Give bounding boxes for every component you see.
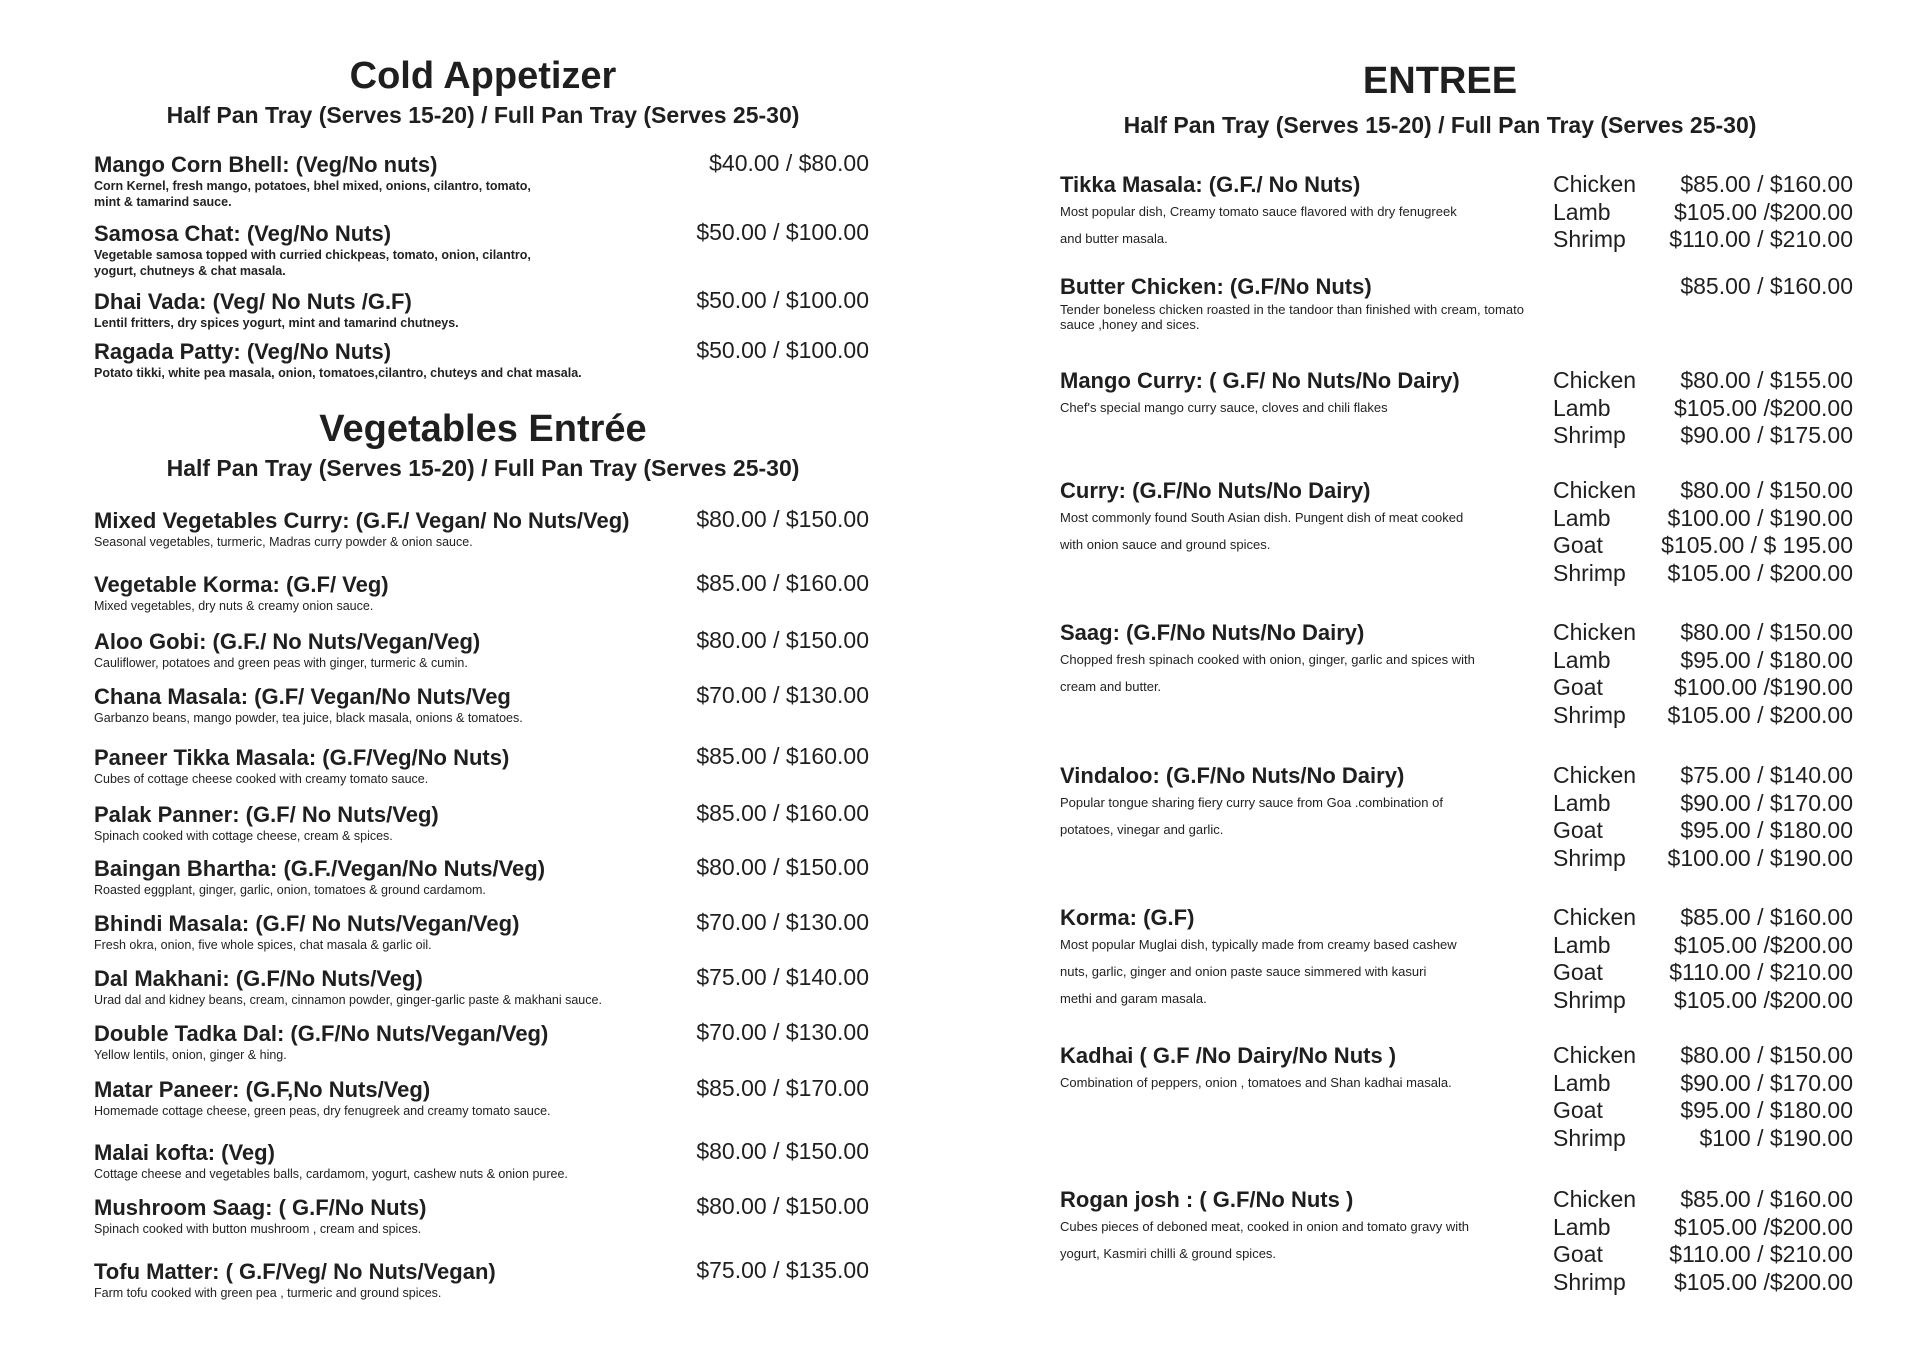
entree-price-label: Goat [1553,1241,1603,1267]
cold-appetizer-item-desc: Corn Kernel, fresh mango, potatoes, bhel mixed, onions, cilantro, tomato, mint & tamarind sauce. [94,179,531,209]
entree-price-value: $80.00 / $150.00 [1680,1042,1853,1068]
vegetables-entree-item-desc: Fresh okra, onion, five whole spices, chat masala & garlic oil. [94,938,432,952]
entree-price-value: $80.00 / $155.00 [1680,367,1853,393]
entree-price-value: $100.00 / $190.00 [1667,504,1853,531]
vegetables-entree-item-name: Vegetable Korma: (G.F/ Veg) [94,572,389,597]
entree-item [1060,1043,1620,1096]
cold-appetizer-item-name: Mango Corn Bhell: (Veg/No nuts) [94,152,438,177]
entree-price-label: Chicken [1553,477,1637,503]
vegetables-entree-item-desc: Spinach cooked with button mushroom , cream and spices. [94,1222,422,1236]
entree-item-name: Butter Chicken: (G.F/No Nuts) [1060,274,1372,299]
entree-price-row [1553,932,1853,959]
entree-price-row [1553,674,1853,701]
entree-price-value: $105.00 / $200.00 [1667,559,1853,586]
entree-item-name: Korma: (G.F) [1060,905,1195,930]
vegetables-entree-item-price: $85.00 / $160.00 [696,743,869,769]
vegetables-entree-item-desc: Cottage cheese and vegetables balls, cardamom, yogurt, cashew nuts & onion puree. [94,1167,568,1181]
vegetables-entree-item-price: $85.00 / $170.00 [696,1075,869,1101]
entree-price-row [1553,790,1853,817]
entree-item-desc: Cubes pieces of deboned meat, cooked in onion and tomato gravy with yogurt, Kasmiri chilli & ground spices. [1060,1219,1470,1261]
entree-price-row [1553,422,1853,449]
entree-price-row [1553,959,1853,986]
vegetables-entree-item-desc: Roasted eggplant, ginger, garlic, onion, tomatoes & ground cardamom. [94,883,486,897]
entree-price-label: Chicken [1553,619,1637,645]
entree-price-value: $105.00 /$200.00 [1673,394,1853,421]
entree-price-row [1553,1186,1853,1213]
entree-price-row [1553,1070,1853,1097]
entree-price-label: Lamb [1553,931,1611,958]
entree-price-value: $80.00 / $150.00 [1680,477,1853,503]
vegetables-entree-title: Vegetables Entrée [319,408,647,450]
vegetables-entree-item-price: $80.00 / $150.00 [696,506,869,532]
vegetables-entree-item-desc: Farm tofu cooked with green pea , turmeric and ground spices. [94,1286,442,1300]
entree-price-row [1553,273,1853,300]
vegetables-entree-item-name: Paneer Tikka Masala: (G.F/Veg/No Nuts) [94,745,510,770]
entree-price-row [1553,1269,1853,1296]
entree-price-row [1553,1214,1853,1241]
vegetables-entree-item-desc: Urad dal and kidney beans, cream, cinnamon powder, ginger-garlic paste & makhani sauce. [94,993,602,1007]
entree-price-label: Chicken [1553,1042,1637,1068]
entree-price-label: Shrimp [1553,1124,1626,1151]
vegetables-entree-item-name: Chana Masala: (G.F/ Vegan/No Nuts/Veg [94,684,511,709]
entree-price-value: $110.00 / $210.00 [1669,959,1853,985]
entree-subtitle: Half Pan Tray (Serves 15-20) / Full Pan Tray (Serves 25-30) [1123,112,1757,138]
vegetables-entree-item-name: Mixed Vegetables Curry: (G.F./ Vegan/ No Nuts/Veg) [94,508,630,533]
entree-price-value: $85.00 / $160.00 [1680,171,1853,197]
entree-price-value: $95.00 / $180.00 [1680,817,1853,843]
entree-price-label: Lamb [1553,394,1611,421]
cold-appetizer-item-price: $40.00 / $80.00 [709,150,869,176]
entree-price-label: Chicken [1553,762,1637,788]
vegetables-entree-item-desc: Homemade cottage cheese, green peas, dry fenugreek and creamy tomato sauce. [94,1104,551,1118]
cold-appetizer-item-name: Ragada Patty: (Veg/No Nuts) [94,339,392,364]
entree-price-value: $105.00 / $ 195.00 [1661,532,1853,558]
entree-item [1060,763,1620,843]
entree-item-desc: Combination of peppers, onion , tomatoes and Shan kadhai masala. [1060,1075,1452,1090]
vegetables-entree-item-name: Mushroom Saag: ( G.F/No Nuts) [94,1195,427,1220]
entree-price-label: Chicken [1553,367,1637,393]
entree-item-desc: Chef's special mango curry sauce, cloves and chili flakes [1060,400,1388,415]
entree-price-value: $100.00 /$190.00 [1673,674,1853,700]
cold-appetizer-title: Cold Appetizer [349,55,617,97]
entree-item-desc: Chopped fresh spinach cooked with onion, ginger, garlic and spices with cream and butter. [1060,652,1475,694]
cold-appetizer-item-desc: Vegetable samosa topped with curried chickpeas, tomato, onion, cilantro, yogurt, chutneys & chat masala. [94,248,531,278]
entree-price-row [1553,532,1853,559]
vegetables-entree-item-price: $70.00 / $130.00 [696,909,869,935]
entree-price-label: Goat [1553,1097,1603,1123]
entree-price-label: Goat [1553,674,1603,700]
entree-price-value: $75.00 / $140.00 [1680,762,1853,788]
cold-appetizer-subtitle: Half Pan Tray (Serves 15-20) / Full Pan Tray (Serves 25-30) [166,102,800,128]
entree-price-row [1553,226,1853,253]
entree-item-desc: Tender boneless chicken roasted in the tandoor than finished with cream, tomato sauce ,honey and sices. [1060,302,1524,332]
vegetables-entree-item-desc: Seasonal vegetables, turmeric, Madras curry powder & onion sauce. [94,535,473,549]
entree-price-row [1553,199,1853,226]
entree-item-desc: Popular tongue sharing fiery curry sauce from Goa .combination of potatoes, vinegar and garlic. [1060,795,1443,837]
entree-price-row [1553,619,1853,646]
vegetables-entree-item-name: Tofu Matter: ( G.F/Veg/ No Nuts/Vegan) [94,1259,496,1284]
cold-appetizer-item-desc: Potato tikki, white pea masala, onion, tomatoes,cilantro, chuteys and chat masala. [94,366,582,380]
entree-price-label: Chicken [1553,171,1637,197]
entree-price-row [1553,904,1853,931]
entree-item [1060,905,1620,1012]
entree-price-value: $105.00 /$200.00 [1673,931,1853,958]
vegetables-entree-item-name: Bhindi Masala: (G.F/ No Nuts/Vegan/Veg) [94,911,520,936]
entree-price-value: $105.00 /$200.00 [1673,1268,1853,1295]
entree-price-row [1553,560,1853,587]
entree-price-label: Lamb [1553,198,1611,225]
entree-price-value: $100 / $190.00 [1699,1124,1853,1151]
entree-price-value: $110.00 / $210.00 [1669,226,1853,252]
entree-price-value: $90.00 / $170.00 [1680,1069,1853,1096]
entree-price-row [1553,505,1853,532]
entree-price-row [1553,395,1853,422]
cold-appetizer-item-desc: Lentil fritters, dry spices yogurt, mint and tamarind chutneys. [94,316,459,330]
entree-price-label: Lamb [1553,646,1611,673]
vegetables-entree-subtitle: Half Pan Tray (Serves 15-20) / Full Pan Tray (Serves 25-30) [166,455,800,481]
entree-price-row [1553,702,1853,729]
entree-price-label: Goat [1553,959,1603,985]
entree-item-name: Vindaloo: (G.F/No Nuts/No Dairy) [1060,763,1405,788]
entree-price-row [1553,171,1853,198]
entree-price-value: $80.00 / $150.00 [1680,619,1853,645]
vegetables-entree-item-name: Dal Makhani: (G.F/No Nuts/Veg) [94,966,423,991]
entree-item [1060,368,1620,421]
entree-item-name: Tikka Masala: (G.F./ No Nuts) [1060,172,1361,197]
entree-price-row [1553,647,1853,674]
cold-appetizer-item-price: $50.00 / $100.00 [696,287,869,313]
entree-price-row [1553,1125,1853,1152]
entree-price-label: Lamb [1553,789,1611,816]
vegetables-entree-item-price: $80.00 / $150.00 [696,1193,869,1219]
entree-price-value: $105.00 / $200.00 [1667,701,1853,728]
entree-price-row [1553,367,1853,394]
entree-price-row [1553,817,1853,844]
entree-item-desc: Most commonly found South Asian dish. Pungent dish of meat cooked with onion sauce and ground spices. [1060,510,1464,552]
entree-price-row [1553,477,1853,504]
vegetables-entree-item-price: $75.00 / $135.00 [696,1257,869,1283]
cold-appetizer-item-price: $50.00 / $100.00 [696,337,869,363]
entree-price-label: Lamb [1553,1069,1611,1096]
entree-price-row [1553,845,1853,872]
entree-price-row [1553,762,1853,789]
entree-price-label: Lamb [1553,504,1611,531]
entree-price-label: Shrimp [1553,422,1626,448]
vegetables-entree-item-name: Aloo Gobi: (G.F./ No Nuts/Vegan/Veg) [94,629,481,654]
vegetables-entree-item-desc: Cubes of cottage cheese cooked with creamy tomato sauce. [94,772,429,786]
entree-item [1060,172,1620,252]
vegetables-entree-item-price: $80.00 / $150.00 [696,627,869,653]
vegetables-entree-item-price: $85.00 / $160.00 [696,570,869,596]
vegetables-entree-item-desc: Yellow lentils, onion, ginger & hing. [94,1048,287,1062]
entree-item-name: Saag: (G.F/No Nuts/No Dairy) [1060,620,1365,645]
entree-price-label: Shrimp [1553,701,1626,728]
entree-price-value: $95.00 / $180.00 [1680,646,1853,673]
vegetables-entree-item-name: Baingan Bhartha: (G.F./Vegan/No Nuts/Veg) [94,856,546,881]
entree-price-value: $85.00 / $160.00 [1680,273,1853,299]
vegetables-entree-item-desc: Garbanzo beans, mango powder, tea juice, black masala, onions & tomatoes. [94,711,523,725]
entree-item [1060,620,1620,700]
entree-item [1060,478,1620,558]
entree-item-desc: Most popular dish, Creamy tomato sauce flavored with dry fenugreek and butter masala. [1060,204,1457,246]
entree-item [1060,1187,1620,1267]
vegetables-entree-item-price: $75.00 / $140.00 [696,964,869,990]
entree-item-name: Kadhai ( G.F /No Dairy/No Nuts ) [1060,1043,1397,1068]
entree-price-value: $90.00 / $170.00 [1680,789,1853,816]
vegetables-entree-item-desc: Spinach cooked with cottage cheese, cream & spices. [94,829,393,843]
entree-price-label: Chicken [1553,1186,1637,1212]
entree-item-name: Rogan josh : ( G.F/No Nuts ) [1060,1187,1354,1212]
entree-item-desc: Most popular Muglai dish, typically made from creamy based cashew nuts, garlic, ginger and onion paste sauce simmered with kasuri methi and garam masala. [1060,937,1457,1006]
entree-price-label: Goat [1553,532,1603,558]
cold-appetizer-item-price: $50.00 / $100.00 [696,219,869,245]
entree-price-value: $90.00 / $175.00 [1680,422,1853,448]
entree-price-label: Shrimp [1553,986,1626,1013]
entree-price-row [1553,1042,1853,1069]
entree-price-label: Lamb [1553,1213,1611,1240]
vegetables-entree-item-price: $70.00 / $130.00 [696,682,869,708]
entree-price-label: Shrimp [1553,559,1626,586]
entree-price-label: Shrimp [1553,844,1626,871]
entree-price-value: $100.00 / $190.00 [1667,844,1853,871]
vegetables-entree-item-name: Double Tadka Dal: (G.F/No Nuts/Vegan/Veg) [94,1021,549,1046]
vegetables-entree-item-name: Matar Paneer: (G.F,No Nuts/Veg) [94,1077,431,1102]
vegetables-entree-item-desc: Mixed vegetables, dry nuts & creamy onion sauce. [94,599,374,613]
vegetables-entree-item-name: Palak Panner: (G.F/ No Nuts/Veg) [94,802,439,827]
cold-appetizer-item-name: Dhai Vada: (Veg/ No Nuts /G.F) [94,289,412,314]
vegetables-entree-item-name: Malai kofta: (Veg) [94,1140,275,1165]
entree-price-value: $85.00 / $160.00 [1680,1186,1853,1212]
vegetables-entree-item-price: $80.00 / $150.00 [696,854,869,880]
entree-price-value: $95.00 / $180.00 [1680,1097,1853,1123]
entree-price-value: $110.00 / $210.00 [1669,1241,1853,1267]
entree-item-name: Mango Curry: ( G.F/ No Nuts/No Dairy) [1060,368,1460,393]
entree-price-label: Goat [1553,817,1603,843]
entree-price-row [1553,1241,1853,1268]
entree-title: ENTREE [1362,60,1518,102]
entree-price-value: $85.00 / $160.00 [1680,904,1853,930]
vegetables-entree-item-price: $80.00 / $150.00 [696,1138,869,1164]
cold-appetizer-item-name: Samosa Chat: (Veg/No Nuts) [94,221,392,246]
entree-price-label: Shrimp [1553,226,1626,252]
entree-price-label: Chicken [1553,904,1637,930]
entree-item [1060,274,1620,332]
entree-price-row [1553,987,1853,1014]
entree-price-value: $105.00 /$200.00 [1673,986,1853,1013]
entree-price-value: $105.00 /$200.00 [1673,1213,1853,1240]
entree-price-row [1553,1097,1853,1124]
entree-price-value: $105.00 /$200.00 [1673,198,1853,225]
entree-price-label: Shrimp [1553,1268,1626,1295]
vegetables-entree-item-price: $85.00 / $160.00 [696,800,869,826]
vegetables-entree-item-desc: Cauliflower, potatoes and green peas with ginger, turmeric & cumin. [94,656,468,670]
entree-item-name: Curry: (G.F/No Nuts/No Dairy) [1060,478,1371,503]
vegetables-entree-item-price: $70.00 / $130.00 [696,1019,869,1045]
